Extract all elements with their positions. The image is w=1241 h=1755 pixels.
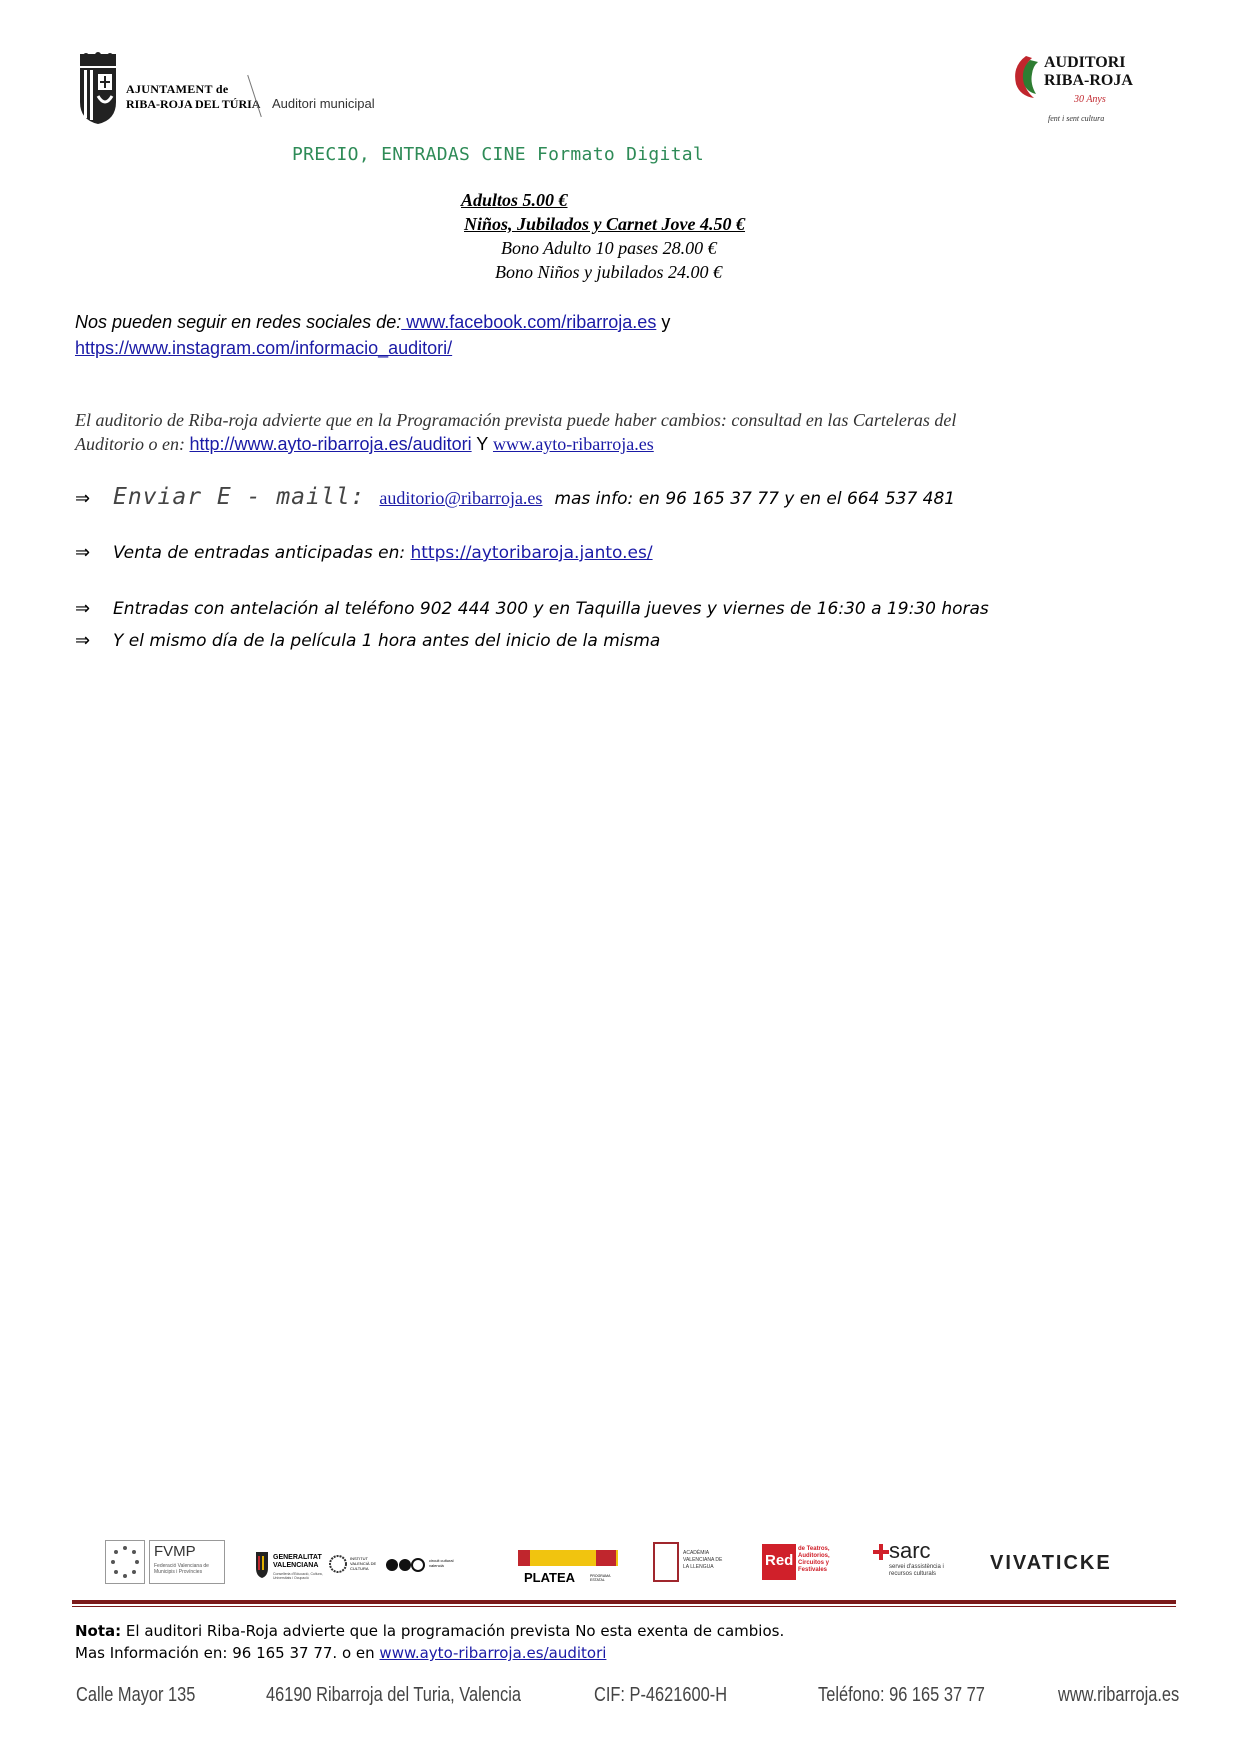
ivc-name: INSTITUT VALENCIÀ DE CULTURA [350, 1556, 377, 1571]
page-title: PRECIO, ENTRADAS CINE Formato Digital [292, 144, 705, 165]
nota-label: Nota: [75, 1622, 122, 1640]
notice-and: Y [471, 434, 493, 454]
platea-logo [518, 1540, 618, 1586]
address-web: www.ribarroja.es [1058, 1684, 1180, 1706]
address-city: 46190 Ribarroja del Turia, Valencia [266, 1684, 521, 1706]
address-cif: CIF: P-4621600-H [594, 1684, 728, 1706]
instagram-link[interactable]: https://www.instagram.com/informacio_auditori/ [75, 338, 453, 358]
arrow-right-icon: ⇒ [75, 488, 91, 509]
arrow-right-icon: ⇒ [75, 598, 91, 619]
coat-of-arms-icon [76, 52, 120, 126]
social-and: y [656, 312, 671, 332]
nota-text: El auditori Riba-Roja advierte que la programación prevista No esta exenta de cambios. [121, 1622, 785, 1640]
info-text: Mas Información en: 96 165 37 77. o en [75, 1644, 380, 1662]
price-ninos: Niños, Jubilados y Carnet Jove 4.50 € [464, 214, 746, 234]
auditori-link[interactable]: http://www.ayto-ribarroja.es/auditori [189, 434, 472, 454]
auditori-tagline: fent i sent cultura [1048, 114, 1105, 123]
telefono-text: Entradas con antelación al teléfono 902 444 300 y en Taquilla jueves y viernes de 16:30 a 19:30 horas [113, 599, 989, 619]
telefono-row [75, 598, 989, 619]
phone-info: mas info: en 96 165 37 77 y en el 664 537 481 [554, 489, 956, 509]
red-name: Red [765, 1552, 794, 1569]
address-street: Calle Mayor 135 [76, 1684, 196, 1706]
sarc-subtitle: servei d'assistència i recursos culturals [889, 1564, 944, 1577]
price-bono-adulto: Bono Adulto 10 pases 28.00 € [501, 238, 717, 258]
dia-text: Y el mismo día de la película 1 hora antes del inicio de la misma [113, 631, 661, 651]
email-label: Enviar E - maill: [113, 484, 366, 510]
email-link[interactable]: auditorio@ribarroja.es [379, 488, 543, 508]
circuit-logo [385, 1540, 465, 1586]
generalitat-name: GENERALITAT VALENCIANA [273, 1554, 322, 1569]
ajuntament-name: AJUNTAMENT de [126, 82, 229, 96]
price-bono-ninos: Bono Niños y jubilados 24.00 € [495, 262, 723, 282]
auditori-name: AUDITORI [1044, 54, 1126, 71]
footer-divider-thin [72, 1606, 1176, 1607]
sarc-logo [873, 1540, 963, 1586]
auditori-town: RIBA-ROJA [1044, 72, 1133, 89]
generalitat-logo [255, 1540, 335, 1586]
venta-text: Venta de entradas anticipadas en: [113, 543, 411, 563]
ayto-link[interactable]: www.ayto-ribarroja.es [492, 434, 654, 454]
sponsor-logos [100, 1540, 1130, 1590]
facebook-link[interactable]: www.facebook.com/ribarroja.es [401, 312, 657, 332]
email-row [75, 484, 955, 510]
footnote-nota [75, 1622, 784, 1640]
generalitat-shield-icon [255, 1550, 269, 1580]
sarc-name: sarc [889, 1538, 931, 1563]
eu-stars-icon [105, 1540, 145, 1584]
notice-links [75, 434, 654, 455]
fvmp-box [149, 1540, 225, 1584]
red-logo [762, 1540, 842, 1586]
ivc-logo [328, 1540, 388, 1586]
notice-text: El auditorio de Riba-roja advierte que en la Programación prevista puede haber cambios: consultad en las Carteleras del [75, 410, 957, 430]
avl-logo [653, 1540, 733, 1586]
janto-link[interactable]: https://aytoribaroja.janto.es/ [410, 543, 653, 563]
arrow-right-icon: ⇒ [75, 542, 91, 563]
footnote-link[interactable]: www.ayto-ribarroja.es/auditori [379, 1644, 607, 1662]
platea-subtitle: PROGRAMA ESTATAL [590, 1574, 611, 1582]
ivc-circle-icon [328, 1554, 348, 1574]
address-phone: Teléfono: 96 165 37 77 [818, 1684, 985, 1706]
footer-divider [72, 1600, 1176, 1604]
fvmp-subtitle: Federació Valenciana de Municipis i Províncies [154, 1563, 209, 1575]
footnote-info [75, 1644, 606, 1662]
avl-name: ACADÈMIA VALENCIANA DE LA LLENGUA [683, 1550, 723, 1570]
instagram-row [75, 338, 452, 359]
auditori-years: 30 Anys [1074, 94, 1106, 105]
dia-row [75, 630, 660, 651]
avl-box [653, 1542, 679, 1582]
sarc-cross-icon [873, 1544, 889, 1560]
ajuntament-subtitle: Auditori municipal [272, 96, 375, 111]
circuit-name: circuit cultural valencià [429, 1558, 454, 1568]
ajuntament-town: RIBA-ROJA DEL TÚRIA [126, 97, 261, 111]
fvmp-logo [105, 1540, 225, 1586]
platea-flag-red [518, 1550, 530, 1566]
auditori-emblem-icon [1010, 54, 1040, 100]
ajuntament-logo [76, 52, 396, 126]
vivaticket-name: VIVATICKE [990, 1552, 1112, 1574]
notice-prefix: Auditorio o en: [75, 434, 190, 454]
vivaticket-logo [990, 1540, 1125, 1586]
price-adultos: Adultos 5.00 € [461, 190, 568, 210]
generalitat-subtitle: Conselleria d'Educació, Cultura, Universitats i Ocupació [273, 1572, 323, 1580]
fvmp-title: FVMP [154, 1543, 196, 1560]
circuit-dots-icon [385, 1558, 425, 1572]
platea-name: PLATEA [524, 1570, 576, 1585]
arrow-right-icon: ⇒ [75, 630, 91, 651]
platea-badge [596, 1550, 616, 1566]
venta-row [75, 542, 653, 563]
auditori-logo [1010, 52, 1160, 126]
social-text [75, 312, 670, 333]
red-subtitle: de Teatros, Auditorios, Circuitos y Festivales [798, 1546, 830, 1573]
social-label: Nos pueden seguir en redes sociales de: [75, 312, 402, 332]
